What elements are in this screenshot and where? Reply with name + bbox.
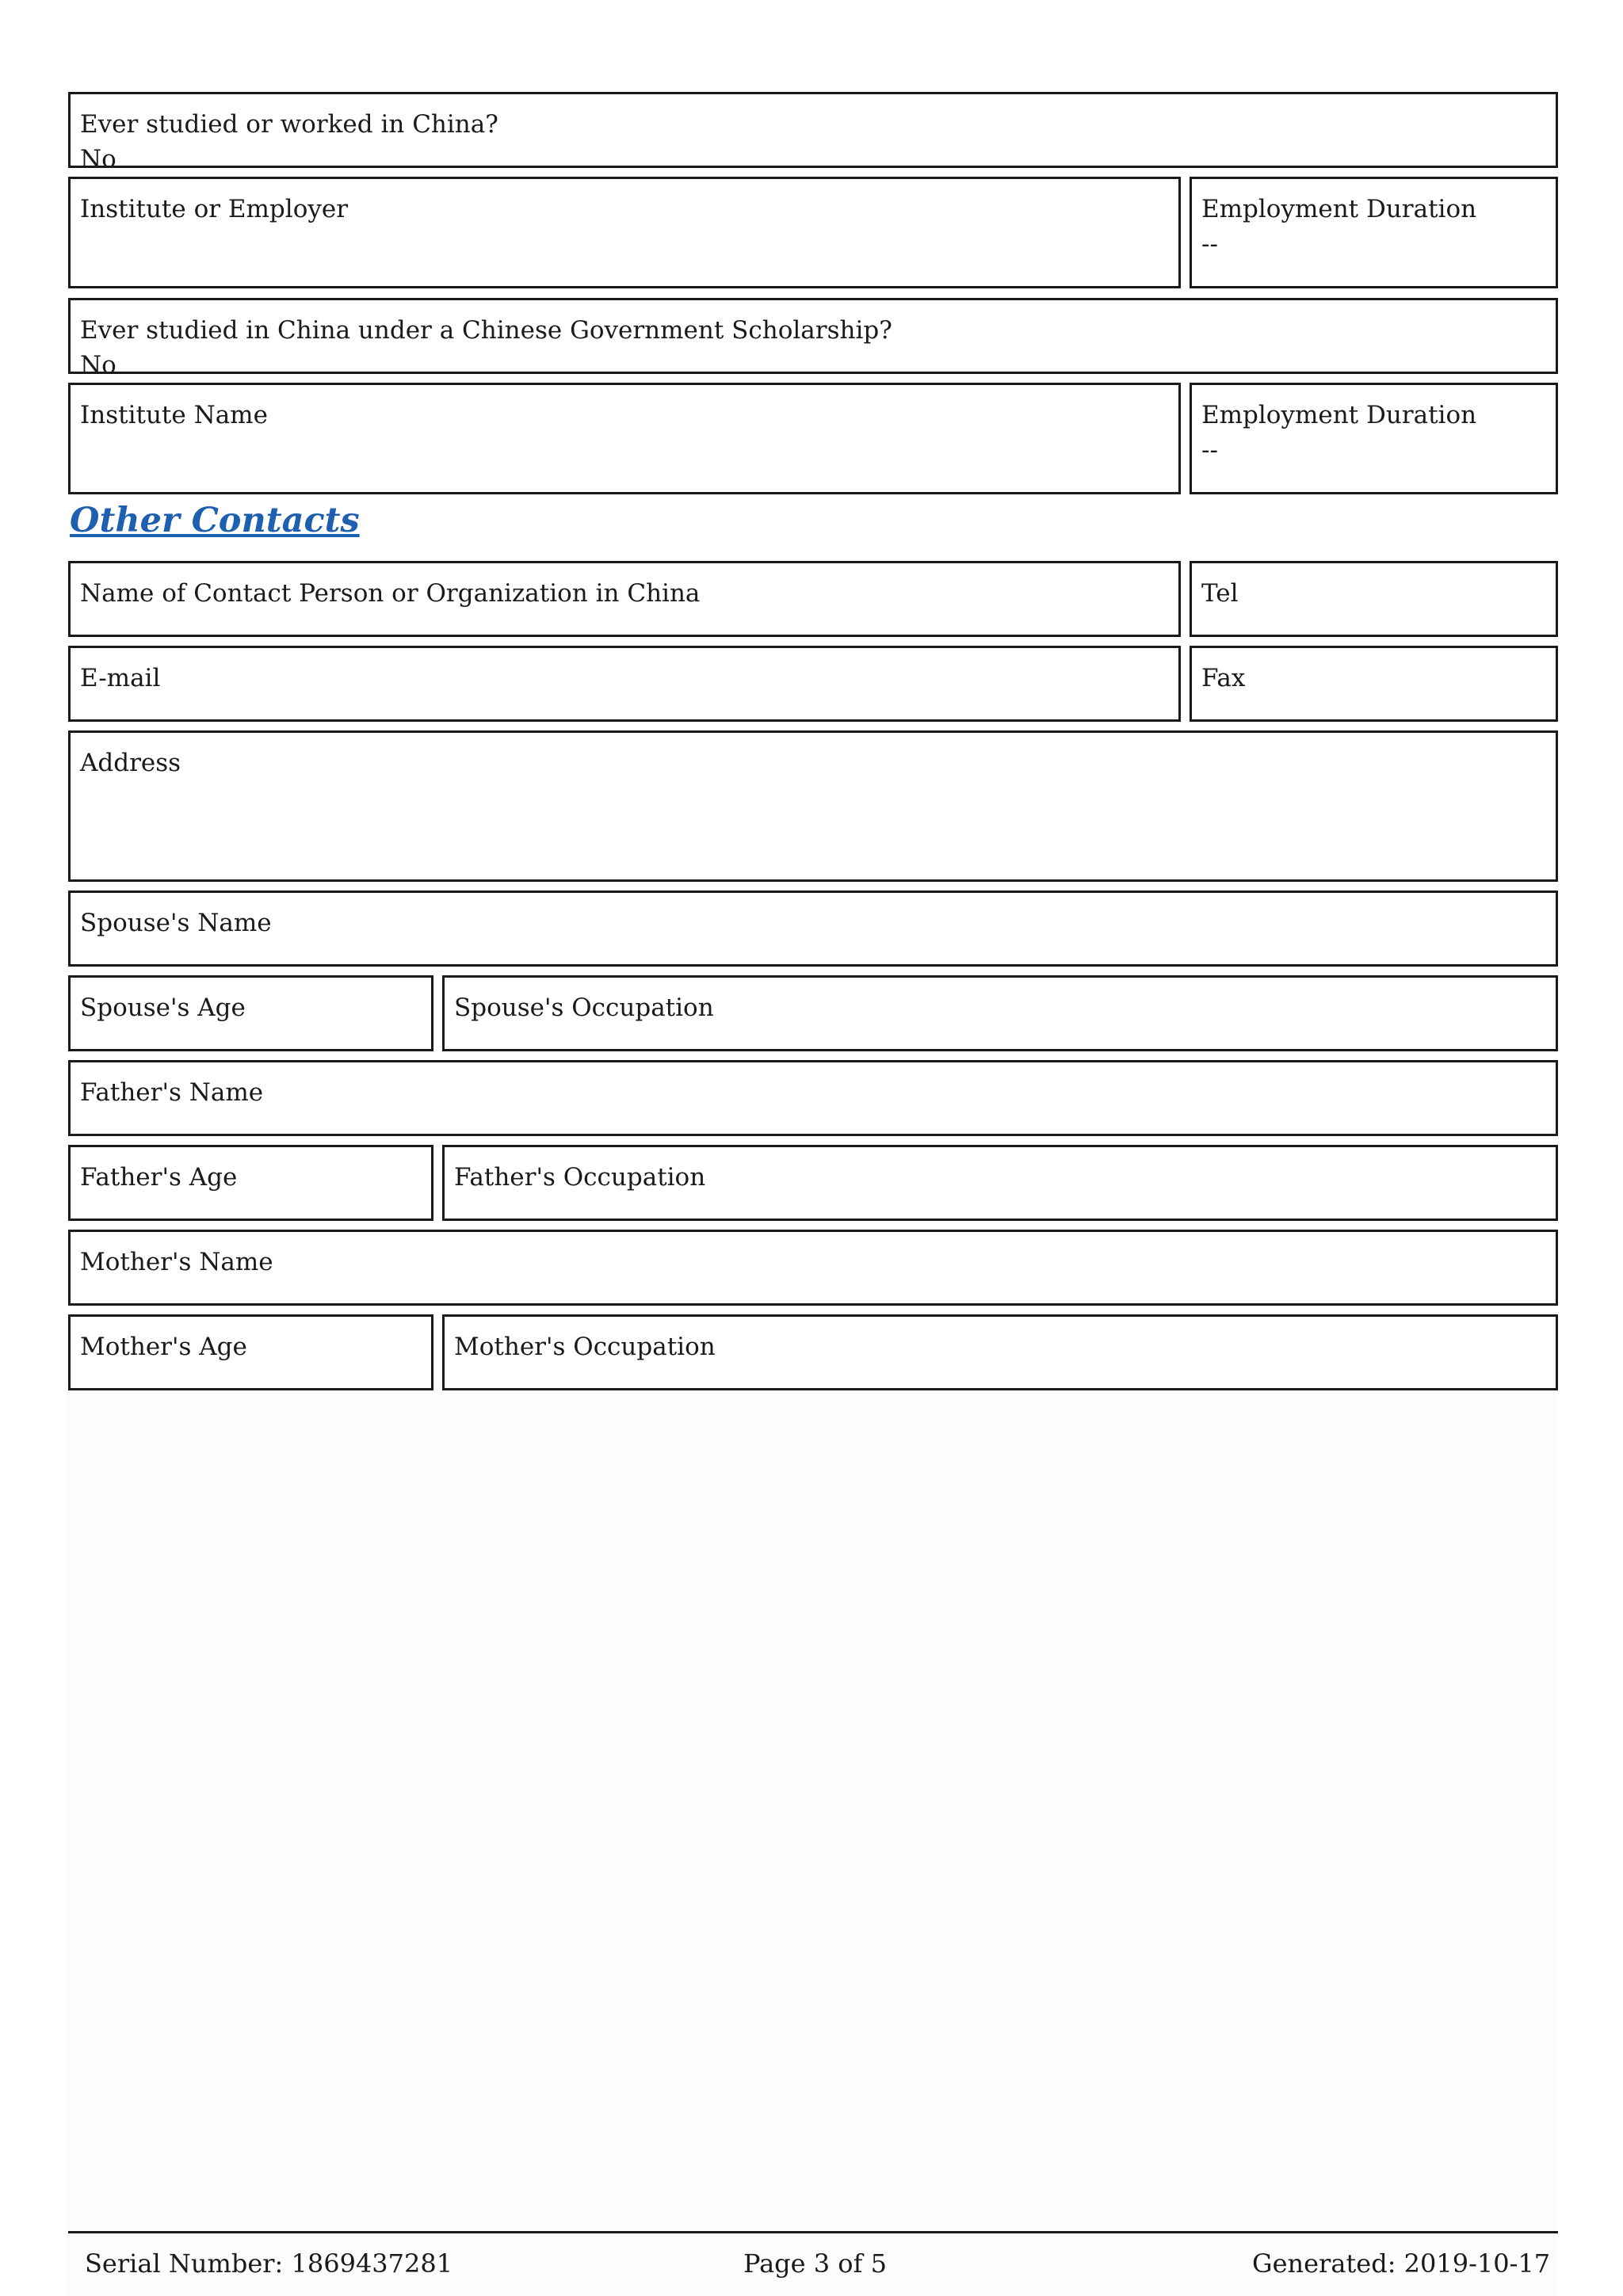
field-label: Spouse's Occupation [454,994,714,1022]
mother-age-field [68,1314,433,1390]
field-label: Institute Name [80,401,268,429]
father-occupation-field [442,1145,1558,1221]
studied-worked-china-field [68,92,1558,174]
section-heading-other-contacts: Other Contacts [70,501,360,540]
field-label: Spouse's Name [80,909,272,937]
spouse-name-field [68,891,1558,967]
field-label: Tel [1201,579,1239,608]
father-name-field [68,1060,1558,1136]
field-label: Father's Occupation [454,1163,706,1192]
tel-field [1190,561,1558,637]
page-background [65,1386,1558,2296]
contact-name-field [68,561,1181,637]
field-label: Mother's Age [80,1333,247,1361]
field-label: Address [80,749,181,777]
field-label: Employment Duration [1201,401,1477,429]
field-label: Institute or Employer [80,195,349,223]
field-label: Father's Age [80,1163,238,1192]
field-label: Fax [1201,664,1246,692]
employment-duration-field [1190,177,1558,288]
field-value: -- [1201,230,1218,258]
field-label: Name of Contact Person or Organization in China [80,579,701,608]
footer-generated-date: Generated: 2019-10-17 [1252,2248,1551,2279]
field-value: -- [1201,436,1218,464]
field-label: Ever studied in China under a Chinese Government Scholarship? [80,316,892,345]
csc-scholarship-field [68,298,1558,379]
field-label: Mother's Name [80,1248,273,1276]
field-label: Spouse's Age [80,994,246,1022]
institute-or-employer-field [68,177,1181,288]
footer-page-number: Page 3 of 5 [743,2248,887,2279]
spouse-occupation-field [442,975,1558,1051]
field-label: E-mail [80,664,161,692]
employment-duration-field [1190,383,1558,494]
field-label: Mother's Occupation [454,1333,716,1361]
fax-field [1190,646,1558,722]
footer-divider [68,2231,1558,2233]
field-label: Ever studied or worked in China? [80,110,498,139]
father-age-field [68,1145,433,1221]
footer-serial-number: Serial Number: 1869437281 [85,2248,453,2279]
institute-name-field [68,383,1181,494]
field-label: Employment Duration [1201,195,1477,223]
field-value: No [80,145,116,174]
address-field [68,730,1558,882]
spouse-age-field [68,975,433,1051]
mother-occupation-field [442,1314,1558,1390]
field-value: No [80,351,116,379]
field-label: Father's Name [80,1078,264,1107]
email-field [68,646,1181,722]
mother-name-field [68,1230,1558,1306]
